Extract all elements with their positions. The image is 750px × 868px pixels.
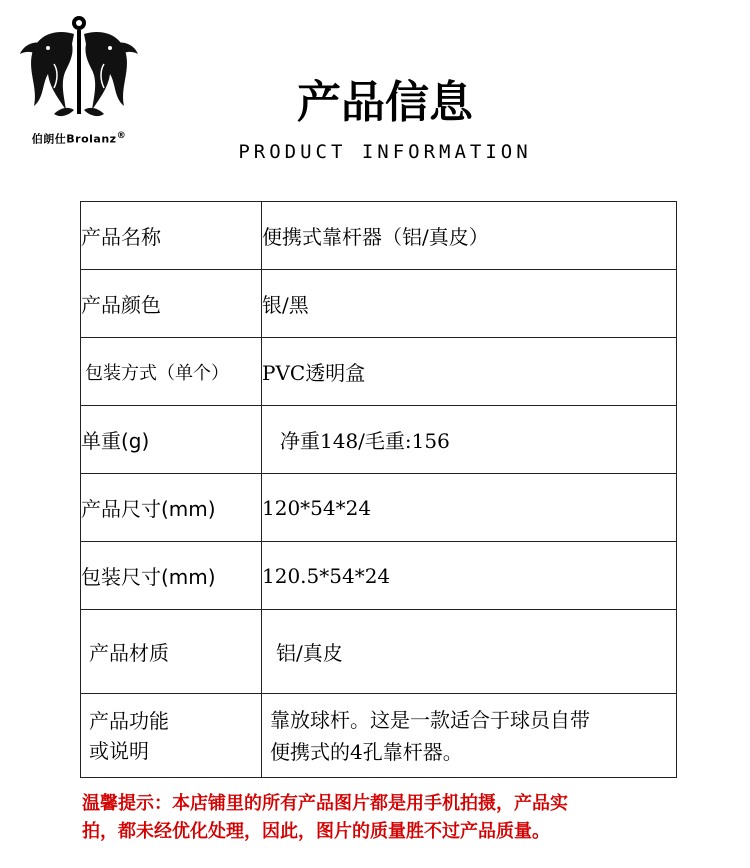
table-row xyxy=(81,610,677,694)
table-row xyxy=(81,474,677,542)
row-label: 单重(g) xyxy=(81,406,262,474)
row-label: 产品颜色 xyxy=(81,270,262,338)
row-value: 120*54*24 xyxy=(262,474,677,542)
row-label: 包装尺寸(mm) xyxy=(81,542,262,610)
table-row xyxy=(81,406,677,474)
product-info-table xyxy=(80,201,677,778)
row-label: 产品尺寸(mm) xyxy=(81,474,262,542)
row-value xyxy=(262,694,677,778)
table-row xyxy=(81,338,677,406)
row-label: 产品名称 xyxy=(81,202,262,270)
row-label: 产品材质 xyxy=(81,610,262,694)
brand-logo xyxy=(14,14,144,146)
registered-mark: ® xyxy=(116,130,127,141)
row-label-line: 或说明 xyxy=(89,738,149,763)
row-value: 铝/真皮 xyxy=(262,610,677,694)
brand-name-text: 伯朗仕Brolanz xyxy=(31,132,117,146)
table-row xyxy=(81,202,677,270)
notice-line: 拍，都未经优化处理，因此，图片的质量胜不过产品质量。 xyxy=(82,821,550,842)
row-value-line: 靠放球杆。这是一款适合于球员自带 xyxy=(270,707,590,732)
notice-text xyxy=(82,790,682,846)
row-label xyxy=(81,694,262,778)
row-value: 银/黑 xyxy=(262,270,677,338)
row-value: 净重148/毛重:156 xyxy=(262,406,677,474)
row-value: 便携式靠杆器（铝/真皮） xyxy=(262,202,677,270)
table-row xyxy=(81,694,677,778)
row-value: 120.5*54*24 xyxy=(262,542,677,610)
table-row xyxy=(81,270,677,338)
row-label-line: 产品功能 xyxy=(89,708,169,733)
row-value: PVC透明盒 xyxy=(262,338,677,406)
table-row xyxy=(81,542,677,610)
notice-line: 温馨提示：本店铺里的所有产品图片都是用手机拍摄，产品实 xyxy=(82,793,568,814)
row-label: 包装方式（单个） xyxy=(81,338,262,406)
page-title: 产品信息 xyxy=(297,77,473,128)
dragon-billiard-logo-icon xyxy=(14,14,144,126)
page-subtitle: PRODUCT INFORMATION xyxy=(238,141,532,163)
row-value-line: 便携式的4孔靠杆器。 xyxy=(270,739,463,764)
brand-name xyxy=(14,130,144,147)
